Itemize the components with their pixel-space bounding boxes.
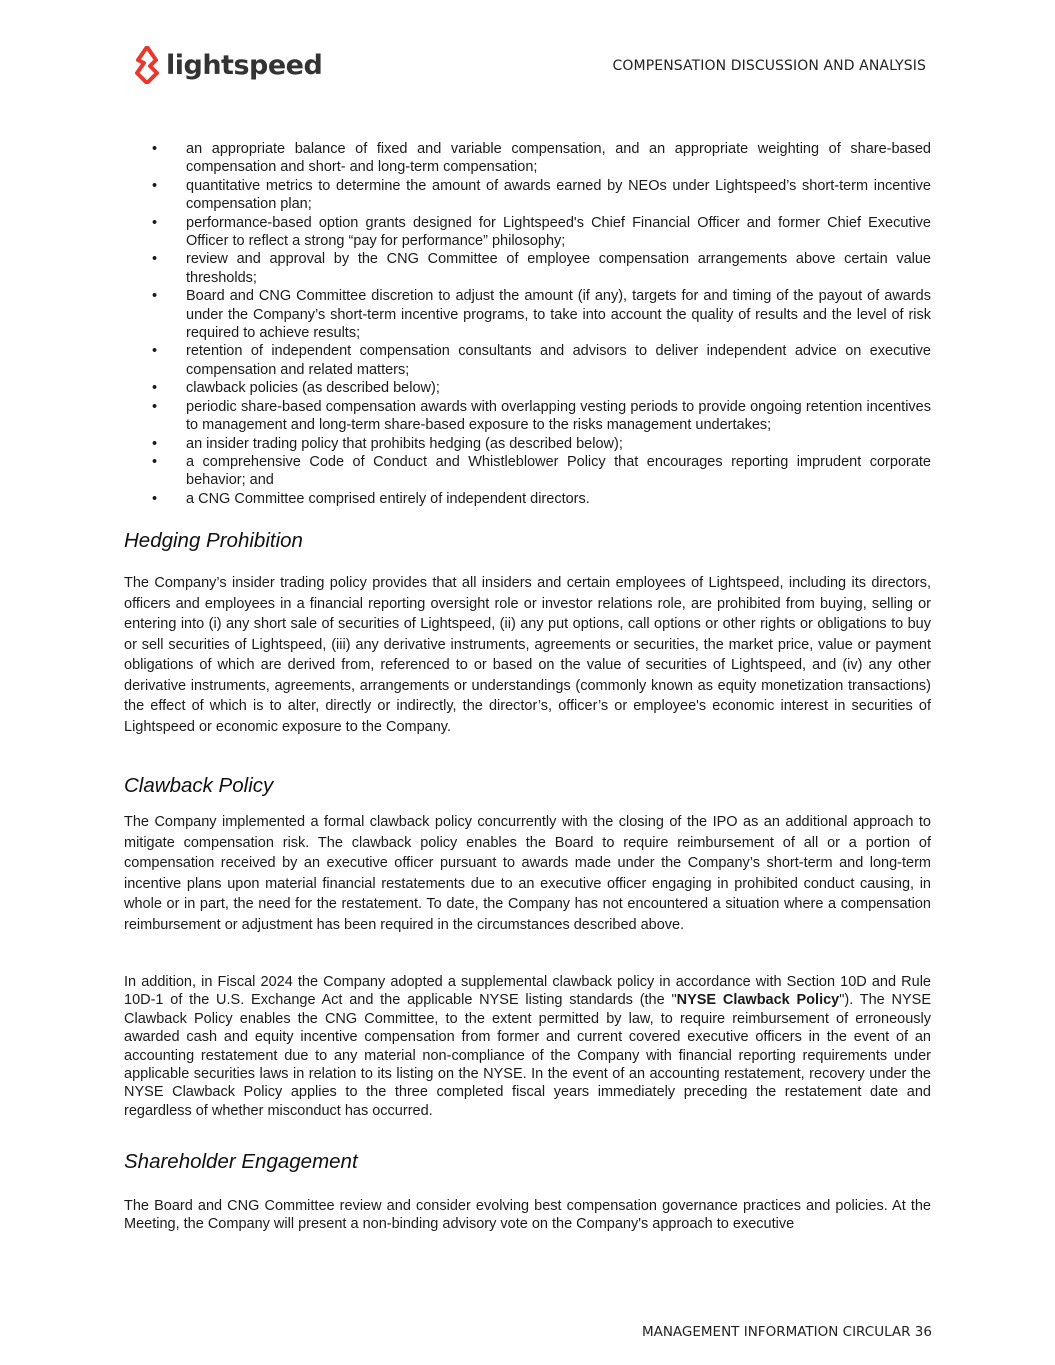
hedging-heading: Hedging Prohibition	[124, 529, 303, 552]
list-item: • an insider trading policy that prohibits hedging (as described below);	[152, 435, 623, 452]
section-title: COMPENSATION DISCUSSION AND ANALYSIS	[612, 58, 926, 74]
page-footer: MANAGEMENT INFORMATION CIRCULAR 36	[641, 1324, 932, 1340]
brand-logo	[134, 46, 322, 84]
clawback-paragraph-1: The Company implemented a formal clawback policy concurrently with the closing of the IPO as an additional approach to mitigate compensation risk. The clawback policy enables the Board to require reimbursement of all or a portion of compensation received by an executive officer pursuant to awards made under the Company’s short-term and long-term incentive plans upon material financial restatements due to an executive officer engaging in prohibited conduct causing, in whole or in part, the need for the restatement. To date, the Company has not encountered a situation where a compensation reimbursement or adjustment has been required in the circumstances described above.	[124, 814, 931, 933]
hedging-paragraph: The Company’s insider trading policy provides that all insiders and certain employees of Lightspeed, including its directors, officers and employees in a financial reporting oversight role or investor relations role, are prohibited from buying, selling or entering into (i) any short sale of securities of Lightspeed, (ii) any put options, call options or other rights or obligations to buy or sell securities of Lightspeed, (iii) any derivative instruments, agreements or securities, the market price, value or payment obligations of which are derived from, referenced to or based on the value of securities of Lightspeed, and (iv) any other derivative instruments, agreements, arrangements or understandings (commonly known as equity monetization transactions) the effect of which is to alter, directly or indirectly, the director’s, officer’s or employee's economic interest in securities of Lightspeed or economic exposure to the Company.	[124, 575, 931, 735]
bullet-list	[152, 140, 931, 508]
list-item: • quantitative metrics to determine the amount of awards earned by NEOs under Lightspeed’s short-term incentive compensation plan;	[152, 177, 931, 213]
list-item: • periodic share-based compensation awards with overlapping vesting periods to provide ongoing retention incentives to management and long-term share-based exposure to the risks management undertakes;	[152, 398, 931, 434]
brand-name: lightspeed	[166, 49, 323, 81]
list-item: • performance-based option grants designed for Lightspeed's Chief Financial Officer and former Chief Executive Officer to reflect a strong “pay for performance” philosophy;	[152, 214, 931, 250]
nyse-clawback-policy-term: NYSE Clawback Policy	[676, 992, 840, 1009]
clawback-heading: Clawback Policy	[124, 774, 274, 797]
engagement-heading: Shareholder Engagement	[124, 1150, 358, 1173]
list-item: • review and approval by the CNG Committee of employee compensation arrangements above certain value thresholds;	[152, 251, 931, 286]
list-item: • clawback policies (as described below);	[152, 380, 440, 397]
lightspeed-flame-icon	[134, 46, 160, 84]
list-item: • a CNG Committee comprised entirely of independent directors.	[152, 490, 590, 507]
list-item: • a comprehensive Code of Conduct and Whistleblower Policy that encourages reporting imprudent corporate behavior; and	[152, 453, 931, 489]
clawback-paragraph-2: In addition, in Fiscal 2024 the Company adopted a supplemental clawback policy in accordance with Section 10D and Rule 10D-1 of the U.S. Exchange Act and the applicable NYSE listing standards (the "NYSE Clawback Policy"). The NYSE Clawback Policy enables the CNG Committee, to the extent permitted by law, to require reimbursement of erroneously awarded cash and equity incentive compensation from former and current covered executive officers in the event of an accounting restatement due to any material non-compliance of the Company with financial reporting requirements under applicable securities laws in relation to its listing on the NYSE. In the event of an accounting restatement, recovery under the NYSE Clawback Policy applies to the three completed fiscal years immediately preceding the restatement date and regardless of whether misconduct has occurred.	[124, 974, 931, 1119]
list-item: • an appropriate balance of fixed and variable compensation, and an appropriate weighting of share-based compensation and short- and long-term compensation;	[152, 141, 931, 176]
list-item: • Board and CNG Committee discretion to adjust the amount (if any), targets for and timing of the payout of awards under the Company’s short-term incentive programs, to take into account the quality of results and the level of risk required to achieve results;	[152, 288, 931, 342]
list-item: • retention of independent compensation consultants and advisors to deliver independent advice on executive compensation and related matters;	[152, 343, 931, 378]
engagement-paragraph: The Board and CNG Committee review and consider evolving best compensation governance practices and policies. At the Meeting, the Company will present a non-binding advisory vote on the Company's approach to executive	[124, 1198, 931, 1233]
